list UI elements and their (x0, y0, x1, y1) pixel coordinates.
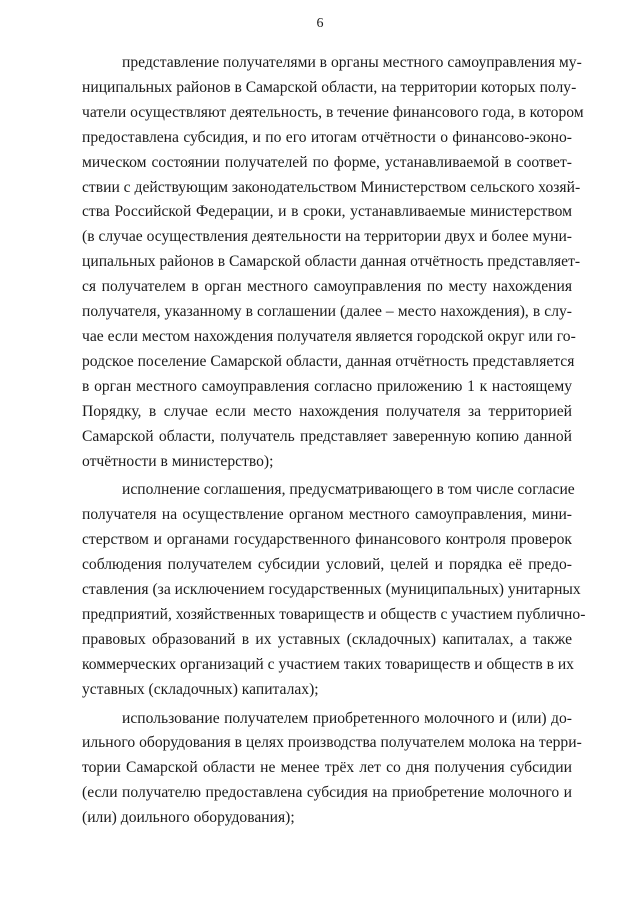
text-line: предприятий, хозяйственных товариществ и обществ с участием публично- (82, 605, 586, 623)
text-line: исполнение соглашения, предусматривающего в том числе согласие (122, 481, 575, 499)
text-line: родское поселение Самарской области, данная отчётность представляется (82, 352, 575, 370)
text-line: ствии с действующим законодательством Министерством сельского хозяй- (82, 178, 581, 196)
text-line: стерством и органами государственного финансового контроля проверок (82, 531, 572, 549)
paragraph (82, 478, 586, 702)
text-line: в орган местного самоуправления согласно приложению 1 к настоящему (82, 377, 572, 395)
text-line: (в случае осуществления деятельности на территории двух и более муни- (82, 228, 572, 246)
text-line: ства Российской Федерации, и в сроки, устанавливаемые министерством (82, 203, 572, 221)
text-line: чае если местом нахождения получателя является городской округ или го- (82, 327, 576, 345)
page-number: 6 (316, 16, 324, 31)
text-line: предоставлена субсидия, и по его итогам отчётности о финансово-эконо- (82, 128, 572, 146)
text-line: мическом состоянии получателей по форме, устанавливаемой в соответ- (82, 153, 572, 171)
text-line: отчётности в министерство); (82, 452, 274, 470)
text-line: использование получателем приобретенного молочного и (или) до- (122, 709, 572, 727)
text-line: коммерческих организаций с участием таких товариществ и обществ в их (82, 655, 574, 673)
text-line: чатели осуществляют деятельность, в течение финансового года, в котором (82, 103, 584, 121)
text-line: (или) доильного оборудования); (82, 809, 295, 827)
text-line: Порядку, в случае если место нахождения получателя за территорией (82, 402, 572, 420)
text-line: ципальных районов в Самарской области данная отчётность представляет- (82, 253, 581, 271)
paragraph (82, 51, 584, 474)
text-line: правовых образований в их уставных (складочных) капиталах, а также (82, 630, 572, 648)
document-body (82, 51, 586, 831)
text-line: Самарской области, получатель представляет заверенную копию данной (82, 427, 572, 445)
text-line: получателя, указанному в соглашении (далее – место нахождения), в слу- (82, 303, 572, 321)
text-line: (если получателю предоставлена субсидия на приобретение молочного и (82, 784, 572, 802)
paragraph (82, 707, 582, 832)
text-line: представление получателями в органы местного самоуправления му- (122, 54, 582, 71)
text-line: ильного оборудования в целях производства получателем молока на терри- (82, 734, 582, 752)
text-line: уставных (складочных) капиталах); (82, 680, 319, 698)
text-line: соблюдения получателем субсидии условий, целей и порядка её предо- (82, 556, 572, 574)
text-line: ставления (за исключением государственных (муниципальных) унитарных (82, 581, 581, 599)
text-line: ся получателем в орган местного самоуправления по месту нахождения (82, 278, 572, 296)
text-line: ниципальных районов в Самарской области, на территории которых полу- (82, 78, 577, 96)
text-line: тории Самарской области не менее трёх лет со дня получения субсидии (82, 759, 572, 777)
text-line: получателя на осуществление органом местного самоуправления, мини- (82, 506, 572, 524)
